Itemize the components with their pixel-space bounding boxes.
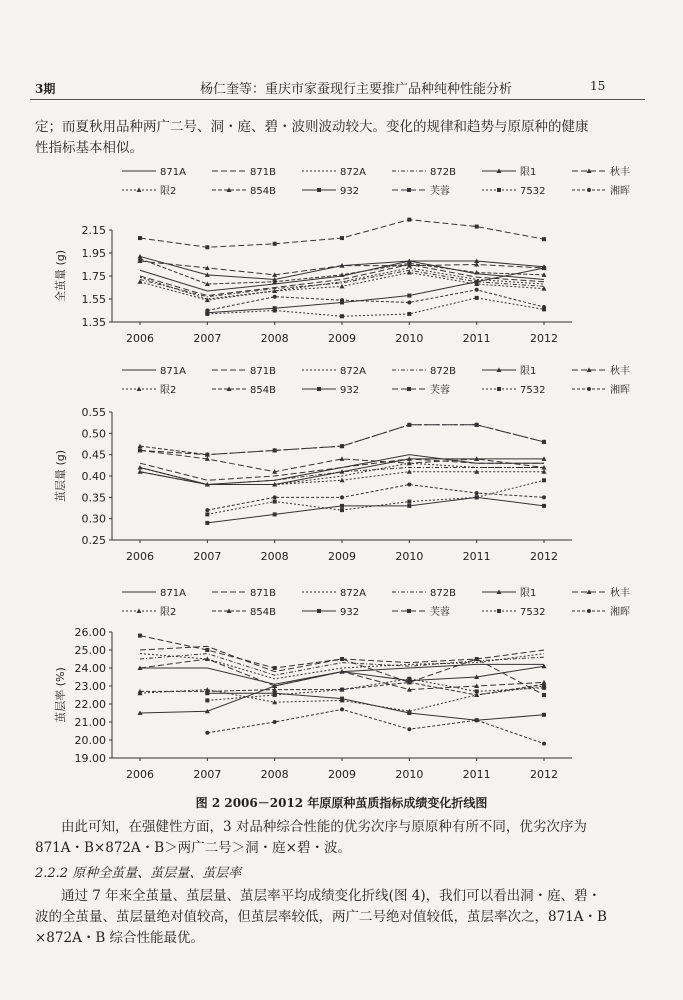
data-point-marker xyxy=(340,444,344,448)
legend-label: 871A xyxy=(160,167,186,178)
data-point-marker xyxy=(340,504,344,508)
data-point-marker xyxy=(273,295,277,299)
legend-label: 871B xyxy=(250,167,276,178)
y-tick-label: 23.00 xyxy=(74,680,106,693)
x-tick-label: 2012 xyxy=(530,332,558,345)
data-point-marker xyxy=(587,387,591,391)
data-point-marker xyxy=(340,314,344,318)
series-line xyxy=(207,497,544,523)
legend-label: 芙蓉 xyxy=(430,186,450,197)
data-point-marker xyxy=(475,423,479,427)
y-tick-label: 0.50 xyxy=(81,427,106,441)
y-tick-label: 0.30 xyxy=(81,512,106,526)
data-point-marker xyxy=(205,309,209,313)
x-tick-label: 2009 xyxy=(328,768,356,781)
y-tick-label: 25.00 xyxy=(74,644,106,657)
series-line xyxy=(140,664,544,684)
y-tick-label: 24.00 xyxy=(74,662,106,675)
x-tick-label: 2008 xyxy=(260,332,289,345)
data-point-marker xyxy=(542,713,546,717)
legend-label: 7532 xyxy=(520,607,546,618)
data-point-marker xyxy=(407,677,411,681)
data-point-marker xyxy=(273,309,277,313)
legend-label: 7532 xyxy=(520,385,546,396)
data-point-marker xyxy=(205,245,209,249)
y-tick-label: 26.00 xyxy=(74,626,106,639)
y-axis-label: 茧层率 (%) xyxy=(54,667,67,723)
data-point-marker xyxy=(205,312,209,316)
data-point-marker xyxy=(205,508,209,512)
x-tick-label: 2011 xyxy=(462,550,491,563)
legend-label: 932 xyxy=(340,186,360,197)
data-point-marker xyxy=(340,657,344,661)
data-point-marker xyxy=(340,478,345,483)
series-line xyxy=(140,220,544,248)
data-point-marker xyxy=(475,657,479,661)
data-point-marker xyxy=(138,469,143,474)
data-point-marker xyxy=(407,312,411,316)
data-point-marker xyxy=(407,294,411,298)
data-point-marker xyxy=(340,298,344,302)
series-line xyxy=(207,480,544,514)
legend-label: 872A xyxy=(340,167,366,178)
data-point-marker xyxy=(273,512,277,516)
y-tick-label: 1.35 xyxy=(81,316,106,329)
y-tick-label: 1.55 xyxy=(81,293,106,306)
data-point-marker xyxy=(137,188,142,193)
legend-label: 871A xyxy=(160,588,186,599)
section-heading: 2.2.2 原种全茧量、茧层量、茧层率 xyxy=(35,866,242,881)
data-point-marker xyxy=(317,387,321,391)
legend-label: 湘晖 xyxy=(610,607,630,618)
data-point-marker xyxy=(340,495,344,499)
x-tick-label: 2007 xyxy=(193,550,222,563)
data-point-marker xyxy=(407,188,411,192)
data-point-marker xyxy=(407,387,411,391)
data-point-marker xyxy=(587,188,591,192)
data-point-marker xyxy=(407,500,411,504)
legend-label: 854B xyxy=(250,385,276,396)
legend-label: 871B xyxy=(250,588,276,599)
x-tick-label: 2012 xyxy=(530,550,558,563)
body-line: 871A・B×872A・B＞两广二号＞洞・庭×碧・波。 xyxy=(35,840,351,856)
data-point-marker xyxy=(205,453,209,457)
running-title: 杨仁奎等：重庆市家蚕现行主要推广品种纯种性能分析 xyxy=(200,82,513,97)
intro-line: 性指标基本相似。 xyxy=(35,140,143,156)
data-point-marker xyxy=(273,495,277,499)
data-point-marker xyxy=(407,300,411,304)
legend-label: 芙蓉 xyxy=(430,607,450,618)
data-point-marker xyxy=(205,512,209,516)
data-point-marker xyxy=(542,237,546,241)
closing-line: ×872A・B 综合性能最优。 xyxy=(35,930,205,946)
data-point-marker xyxy=(542,440,546,444)
data-point-marker xyxy=(407,483,411,487)
y-axis-label: 茧层量 (g) xyxy=(54,449,67,503)
legend-label: 湘晖 xyxy=(610,186,630,197)
legend-label: 872A xyxy=(340,588,366,599)
y-tick-label: 0.25 xyxy=(81,534,106,547)
data-point-marker xyxy=(138,465,143,470)
data-point-marker xyxy=(317,609,321,613)
data-point-marker xyxy=(475,495,479,499)
data-point-marker xyxy=(542,742,546,746)
legend-label: 限1 xyxy=(520,167,537,178)
data-point-marker xyxy=(138,236,142,240)
series-line xyxy=(207,709,544,743)
y-axis-label: 全茧量 (g) xyxy=(54,249,67,303)
body-paragraph xyxy=(35,817,645,859)
data-point-marker xyxy=(407,609,411,613)
series-line xyxy=(140,659,544,690)
data-point-marker xyxy=(340,236,344,240)
y-tick-label: 1.75 xyxy=(81,270,106,283)
legend-label: 限2 xyxy=(160,385,177,396)
closing-paragraph xyxy=(35,886,645,949)
y-tick-label: 2.15 xyxy=(81,224,106,237)
data-point-marker xyxy=(475,225,479,229)
closing-line: 波的全茧量、茧层量绝对值较高，但茧层率较低，两广二号绝对值较低，茧层率次之，871A・B xyxy=(35,909,607,925)
legend-label: 871A xyxy=(160,366,186,377)
data-point-marker xyxy=(407,423,411,427)
y-tick-label: 20.00 xyxy=(74,734,106,747)
legend-label: 872B xyxy=(430,588,456,599)
x-tick-label: 2006 xyxy=(126,332,154,345)
data-point-marker xyxy=(542,686,546,690)
data-point-marker xyxy=(205,648,209,652)
data-point-marker xyxy=(340,284,345,289)
data-point-marker xyxy=(475,280,479,284)
y-tick-label: 0.45 xyxy=(81,448,106,462)
intro-line: 定；而夏秋用品种两广二号、洞・庭、碧・波则波动较大。变化的规律和趋势与原原种的健康 xyxy=(35,119,589,135)
data-point-marker xyxy=(475,491,479,495)
data-point-marker xyxy=(407,711,411,715)
legend-label: 854B xyxy=(250,186,276,197)
x-tick-label: 2012 xyxy=(530,768,558,781)
series-line xyxy=(140,425,544,455)
data-point-marker xyxy=(273,500,277,504)
y-tick-label: 19.00 xyxy=(74,752,106,765)
legend-label: 限1 xyxy=(520,366,537,377)
data-point-marker xyxy=(340,707,344,711)
body-line: 由此可知，在强健性方面，3 对品种综合性能的优劣次序与原原种有所不同，优劣次序为 xyxy=(61,819,587,835)
x-tick-label: 2008 xyxy=(260,550,289,563)
data-point-marker xyxy=(475,718,479,722)
x-tick-label: 2011 xyxy=(462,768,491,781)
legend-label: 限1 xyxy=(520,588,537,599)
data-point-marker xyxy=(273,242,277,246)
data-point-marker xyxy=(205,698,209,702)
y-tick-label: 0.40 xyxy=(81,470,106,483)
data-point-marker xyxy=(542,495,546,499)
y-tick-label: 0.35 xyxy=(81,491,106,505)
data-point-marker xyxy=(317,188,321,192)
y-tick-label: 21.00 xyxy=(74,716,106,729)
legend-label: 872A xyxy=(340,366,366,377)
legend-label: 932 xyxy=(340,607,360,618)
data-point-marker xyxy=(497,609,501,613)
legend-label: 限2 xyxy=(160,607,177,618)
x-tick-label: 2010 xyxy=(395,550,424,563)
x-tick-label: 2011 xyxy=(462,332,491,345)
data-point-marker xyxy=(407,218,411,222)
data-point-marker xyxy=(273,666,277,670)
legend-label: 7532 xyxy=(520,186,546,197)
legend-label: 限2 xyxy=(160,186,177,197)
legend-label: 秋丰 xyxy=(610,167,630,178)
data-point-marker xyxy=(273,448,277,452)
data-point-marker xyxy=(542,266,546,270)
page-number: 15 xyxy=(590,79,606,93)
x-tick-label: 2006 xyxy=(126,550,154,563)
data-point-marker xyxy=(407,680,411,684)
closing-line: 通过 7 年来全茧量、茧层量、茧层率平均成绩变化折线(图 4)，我们可以看出洞・庭、碧・ xyxy=(61,888,602,904)
data-point-marker xyxy=(205,521,209,525)
y-tick-label: 1.95 xyxy=(81,247,106,260)
data-point-marker xyxy=(407,727,411,731)
data-point-marker xyxy=(340,688,344,692)
x-tick-label: 2006 xyxy=(126,768,154,781)
data-point-marker xyxy=(475,288,479,292)
data-point-marker xyxy=(475,689,479,693)
series-line xyxy=(207,693,544,720)
data-point-marker xyxy=(137,609,142,614)
data-point-marker xyxy=(407,504,411,508)
legend-label: 854B xyxy=(250,607,276,618)
legend-label: 871B xyxy=(250,366,276,377)
data-point-marker xyxy=(542,693,546,697)
x-tick-label: 2007 xyxy=(193,768,222,781)
x-tick-label: 2007 xyxy=(193,332,222,345)
y-tick-label: 0.55 xyxy=(81,406,106,419)
data-point-marker xyxy=(205,731,209,735)
data-point-marker xyxy=(273,720,277,724)
y-tick-label: 22.00 xyxy=(74,698,106,711)
x-tick-label: 2009 xyxy=(328,550,356,563)
data-point-marker xyxy=(497,387,501,391)
data-point-marker xyxy=(273,693,277,697)
legend-label: 秋丰 xyxy=(610,366,630,377)
data-point-marker xyxy=(542,504,546,508)
data-point-marker xyxy=(137,387,142,392)
legend-label: 湘晖 xyxy=(610,385,630,396)
data-point-marker xyxy=(138,634,142,638)
legend-label: 芙蓉 xyxy=(430,385,450,396)
legend-label: 932 xyxy=(340,385,360,396)
x-tick-label: 2009 xyxy=(328,332,356,345)
x-tick-label: 2010 xyxy=(395,768,424,781)
data-point-marker xyxy=(542,478,546,482)
data-point-marker xyxy=(587,609,591,613)
data-point-marker xyxy=(340,456,345,461)
data-point-marker xyxy=(542,305,546,309)
data-point-marker xyxy=(475,296,479,300)
issue-label: 3期 xyxy=(35,82,56,96)
figure-caption: 图 2 2006－2012 年原原种茧质指标成绩变化折线图 xyxy=(195,796,488,810)
data-point-marker xyxy=(340,697,344,701)
data-point-marker xyxy=(497,188,501,192)
legend-label: 872B xyxy=(430,366,456,377)
x-tick-label: 2008 xyxy=(260,768,289,781)
legend-label: 872B xyxy=(430,167,456,178)
x-tick-label: 2010 xyxy=(395,332,424,345)
legend-label: 秋丰 xyxy=(610,588,630,599)
data-point-marker xyxy=(340,508,344,512)
series-line xyxy=(140,425,544,455)
data-point-marker xyxy=(205,691,209,695)
data-point-marker xyxy=(138,448,142,452)
